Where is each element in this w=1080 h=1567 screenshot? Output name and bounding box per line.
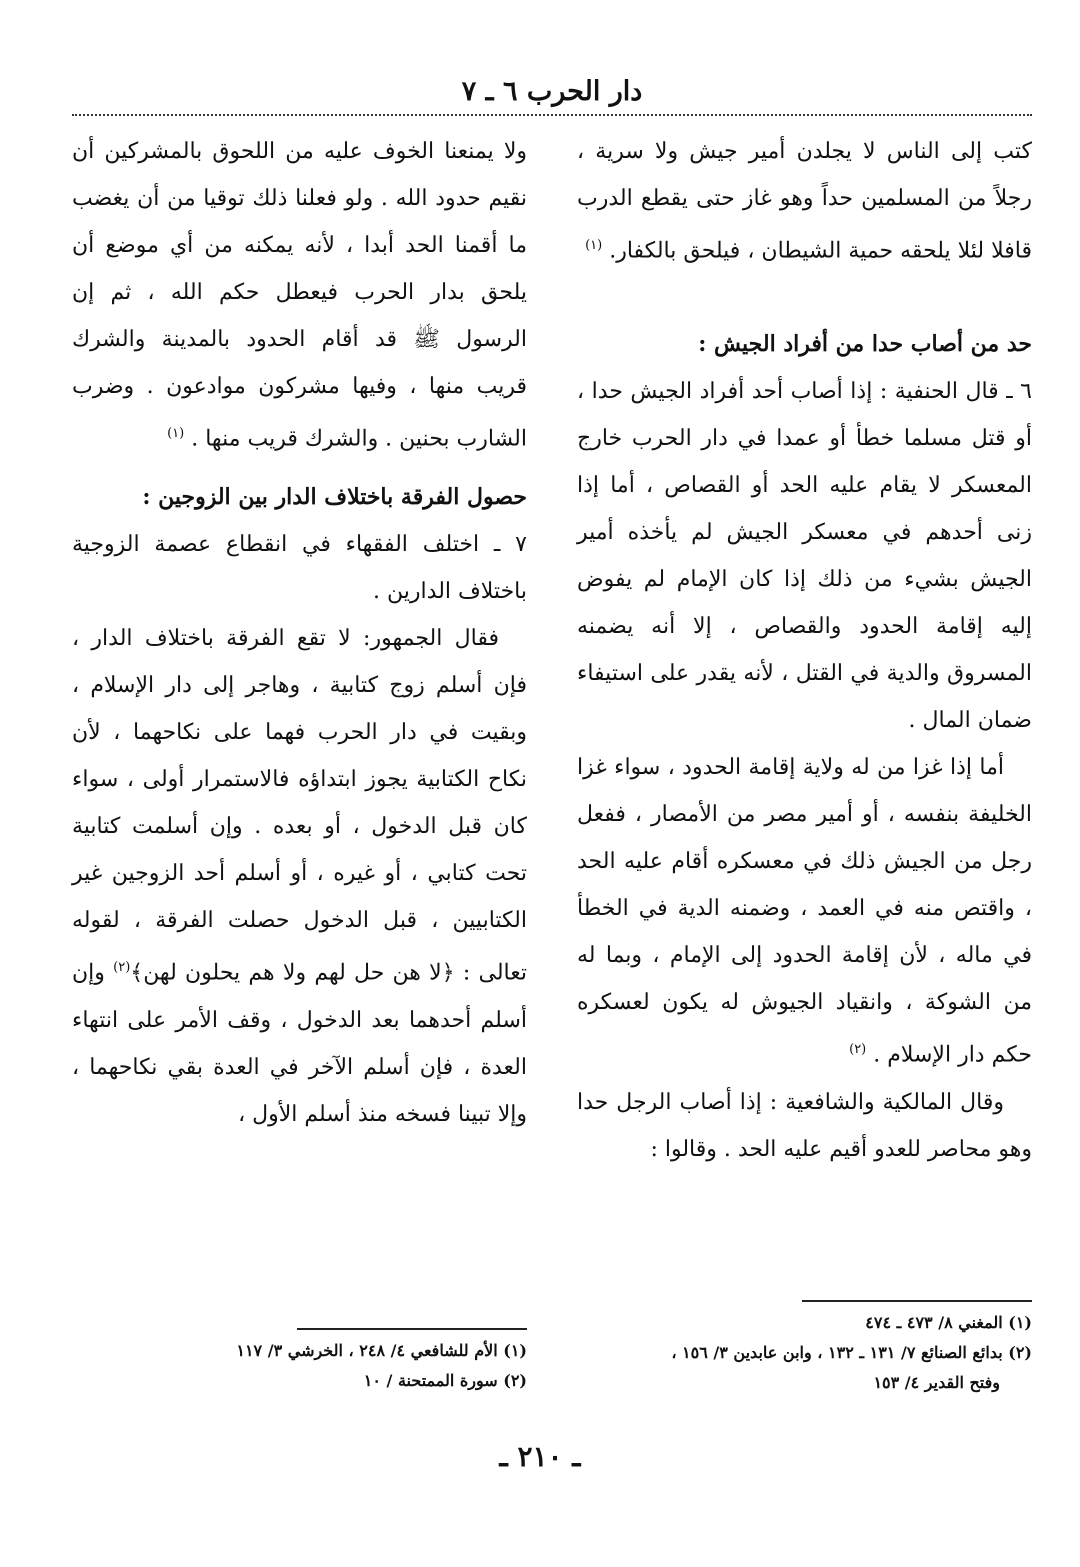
paragraph: وقال المالكية والشافعية : إذا أصاب الرجل حدا وهو محاصر للعدو أقيم عليه الحد . وقالوا :	[577, 1089, 1032, 1162]
paragraph: ٦ ـ قال الحنفية : إذا أصاب أحد أفراد الجيش حدا ، أو قتل مسلما خطأ أو عمدا في دار الحرب خارج المعسكر لا يقام عليه الحد أو القصاص ، أما إذا زنى أحدهم في معسكر الجيش لم يأخذه أمير الجيش بشيء من ذلك إذا كان الإمام لم يفوض إليه إقامة الحدود والقصاص ، إلا أنه يضمنه المسروق والدية في القتل ، لأنه يقدر على استيفاء ضمان المال .	[577, 379, 1032, 734]
footnote-reference: (٢)	[113, 960, 131, 976]
paragraph-text: ولا يمنعنا الخوف عليه من اللحوق بالمشركين أن نقيم حدود الله . ولو فعلنا ذلك توقيا من أن يغضب ما أقمنا الحد أبدا ، لأنه يمكنه من أي موضع أن يلحق بدار الحرب فيعطل حكم الله ، ثم إن الرسول ﷺ قد أقام الحدود بالمدينة والشرك قريب منها ، وفيها مشركون موادعون . وضرب الشارب بحنين . والشرك قريب منها .	[72, 139, 527, 452]
left-column	[72, 128, 527, 1138]
footnotes-right	[577, 1300, 1032, 1398]
paragraph-text: وإن أسلم أحدهما بعد الدخول ، وقف الأمر على انتهاء العدة ، فإن أسلم الآخر في العدة بقي نكاحهما ، وإلا تبينا فسخه منذ أسلم الأول ،	[72, 960, 527, 1127]
page-header	[72, 70, 1032, 116]
page-number: ـ ٢١٠ ـ	[499, 1440, 581, 1473]
footnote: (١) المغني ٨/ ٤٧٣ ـ ٤٧٤	[865, 1313, 1032, 1332]
footnote-continuation: وفتح القدير ٤/ ١٥٣	[873, 1373, 1000, 1392]
paragraph-text: أما إذا غزا من له ولاية إقامة الحدود ، سواء غزا الخليفة بنفسه ، أو أمير مصر من الأمصار ، ففعل رجل من الجيش ذلك في معسكره أقام عليه الحد ، واقتص منه في العمد ، وضمنه الدية في الخطأ في ماله ، لأن إقامة الحدود إلى الإمام ، وبما له من الشوكة ، وانقياد الجيوش له يكون لعسكره حكم دار الإسلام .	[577, 755, 1032, 1068]
paragraph-text: فقال الجمهور: لا تقع الفرقة باختلاف الدار ، فإن أسلم زوج كتابية ، وهاجر إلى دار الإسلام ، وبقيت في دار الحرب فهما على نكاحهما ، لأن نكاح الكتابية يجوز ابتداؤه فالاستمرار أولى ، سواء كان قبل الدخول ، أو بعده . وإن أسلمت كتابية تحت كتابي ، أو غيره ، أو أسلم أحد الزوجين غير الكتابيين ، قبل الدخول حصلت الفرقة ، لقوله تعالى :	[72, 626, 527, 986]
footnote-reference: (٢)	[849, 1042, 867, 1058]
right-column	[577, 128, 1032, 1173]
paragraph	[72, 128, 527, 462]
footnote: (٢) بدائع الصنائع ٧/ ١٣١ ـ ١٣٢ ، وابن عابدين ٣/ ١٥٦ ،	[671, 1343, 1032, 1362]
paragraph	[577, 128, 1032, 274]
section-heading: حد من أصاب حدا من أفراد الجيش :	[698, 331, 1032, 358]
paragraph	[72, 615, 527, 1137]
paragraph	[577, 744, 1032, 1078]
spacer	[72, 462, 527, 474]
quran-quote: ﴿لا هن حل لهم ولا هم يحلون لهن﴾	[130, 960, 455, 986]
footnote: (٢) سورة الممتحنة / ١٠	[363, 1371, 527, 1390]
footnote-reference: (١)	[167, 426, 185, 441]
spacer	[577, 274, 1032, 321]
footnotes-left	[72, 1328, 527, 1396]
running-title: دار الحرب ٦ ـ ٧	[461, 76, 643, 107]
footnote-reference: (١)	[585, 238, 603, 253]
footnote-divider	[297, 1328, 527, 1330]
paragraph-text: كتب إلى الناس لا يجلدن أمير جيش ولا سرية ، رجلاً من المسلمين حداً وهو غاز حتى يقطع الدرب قافلا لئلا يلحقه حمية الشيطان ، فيلحق بالكفار.	[577, 139, 1032, 264]
paragraph: ٧ ـ اختلف الفقهاء في انقطاع عصمة الزوجية باختلاف الدارين .	[72, 532, 527, 605]
footnote-divider	[802, 1300, 1032, 1302]
section-heading: حصول الفرقة باختلاف الدار بين الزوجين :	[142, 484, 527, 511]
footnote: (١) الأم للشافعي ٤/ ٢٤٨ ، الخرشي ٣/ ١١٧	[236, 1341, 527, 1360]
